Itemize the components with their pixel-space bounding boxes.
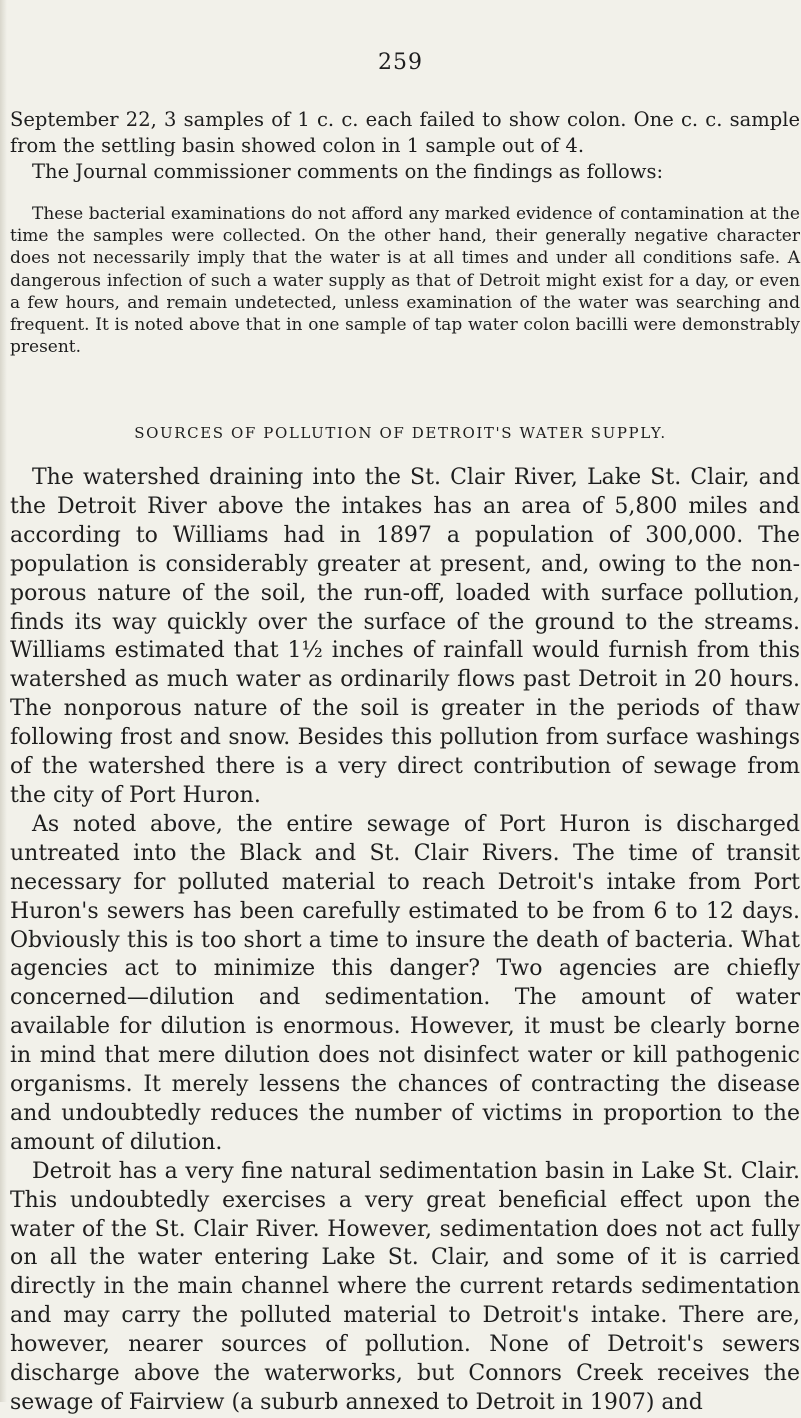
body-text [10, 464, 800, 1418]
sample-results-text: September 22, 3 samples of 1 c. c. each failed to show colon. One c. c. sample from the settling basin showed colon in 1 sample out of 4. [10, 108, 800, 157]
commissioner-quote: These bacterial examinations do not afford any marked evidence of contamination at the time the samples were collected. On the other hand, their generally negative character does not necessarily imply that the water is at all times and under all conditions safe. A dangerous infection of such a water supply as that of Detroit might exist for a day, or even a few hours, and remain undetected, unless examination of the water was searching and frequent. It is noted above that in one sample of tap water colon bacilli were demonstrably present. [10, 204, 800, 358]
page-number: 259 [378, 50, 423, 75]
paragraph-sedimentation: Detroit has a very fine natural sedimentation basin in Lake St. Clair. This undoubtedly exercises a very great beneficial effect upon the water of the St. Clair River. However, sedimentation does not act fully on all the water entering Lake St. Clair, and some of it is carried directly in the main channel where the current retards sedimentation and may carry the polluted material to Detroit's intake. There are, however, nearer sources of pollution. None of Detroit's sewers discharge above the waterworks, but Connors Creek receives the sewage of Fairview (a suburb annexed to Detroit in 1907) and [10, 1158, 800, 1415]
opening-paragraph [10, 107, 800, 185]
paragraph-watershed: The watershed draining into the St. Clair River, Lake St. Clair, and the Detroit River above the intakes has an area of 5,800 miles and according to Williams had in 1897 a population of 300,000. The population is considerably greater at present, and, owing to the non-porous nature of the soil, the run-off, loaded with surface pollution, finds its way quickly over the surface of the ground to the streams. Williams estimated that 1½ inches of rainfall would furnish from this watershed as much water as ordinarily flows past Detroit in 20 hours. The nonporous nature of the soil is greater in the periods of thaw following frost and snow. Besides this pollution from surface washings of the watershed there is a very direct contribution of sewage from the city of Port Huron. [10, 465, 800, 808]
commissioner-intro-text: The Journal commissioner comments on the findings as follows: [32, 160, 664, 183]
section-heading: SOURCES OF POLLUTION OF DETROIT'S WATER SUPPLY. [134, 424, 667, 442]
paragraph-port-huron: As noted above, the entire sewage of Port Huron is discharged untreated into the Black and St. Clair Rivers. The time of transit necessary for polluted material to reach Detroit's intake from Port Huron's sewers has been carefully estimated to be from 6 to 12 days. Obviously this is too short a time to insure the death of bacteria. What agencies act to minimize this danger? Two agencies are chiefly concerned—dilution and sedimentation. The amount of water available for dilution is enormous. However, it must be clearly borne in mind that mere dilution does not disinfect water or kill pathogenic organisms. It merely lessens the chances of contracting the disease and undoubtedly reduces the number of victims in proportion to the amount of dilution. [10, 811, 800, 1155]
page-binding-edge [0, 0, 7, 1402]
